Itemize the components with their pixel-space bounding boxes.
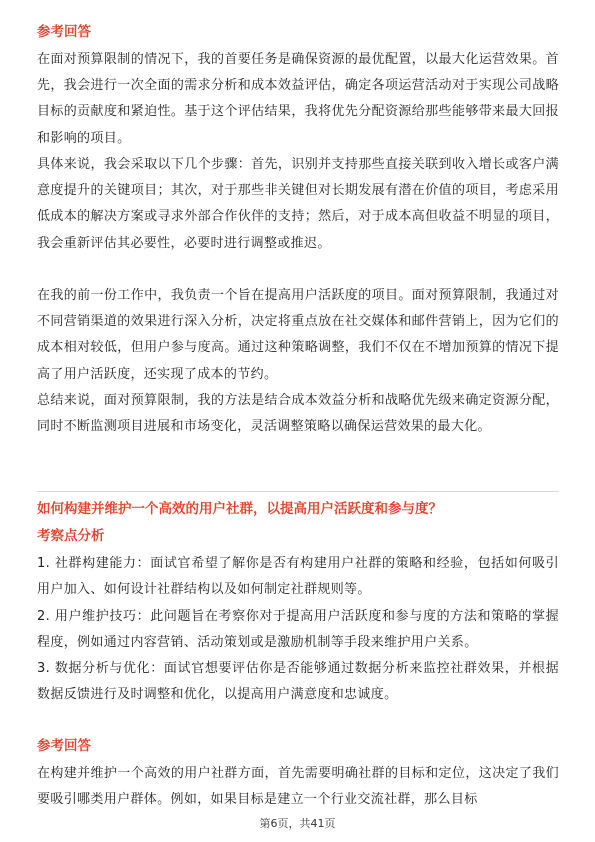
answer-paragraph: 总结来说，面对预算限制，我的方法是结合成本效益分析和战略优先级来确定资源分配，同时不断监测项目进展和市场变化，灵活调整策略以确保运营效果的最大化。 xyxy=(37,393,559,435)
analysis-item: 1. 社群构建能力：面试官希望了解你是否有构建用户社群的策略和经验，包括如何吸引用户加入、如何设计社群结构以及如何制定社群规则等。 xyxy=(37,556,559,598)
answer-paragraph: 在面对预算限制的情况下，我的首要任务是确保资源的最优配置，以最大化运营效果。首先，我会进行一次全面的需求分析和成本效益评估，确定各项运营活动对于实现公司战略目标的贡献度和紧迫性。基于这个评估结果，我将优先分配资源给那些能够带来最大回报和影响的项目。 xyxy=(37,52,559,146)
interview-question: 如何构建并维护一个高效的用户社群，以提高用户活跃度和参与度？ xyxy=(37,501,442,517)
analysis-item: 2. 用户维护技巧：此问题旨在考察你对于提高用户活跃度和参与度的方法和策略的掌握程度，例如通过内容营销、活动策划或是激励机制等手段来维护用户关系。 xyxy=(37,609,559,651)
section-heading-analysis: 考察点分析 xyxy=(37,528,105,544)
page-number: 第6页，共41页 xyxy=(259,817,336,830)
analysis-item: 3. 数据分析与优化：面试官想要评估你是否能够通过数据分析来监控社群效果，并根据数据反馈进行及时调整和优化，以提高用户满意度和忠诚度。 xyxy=(37,661,559,703)
answer-paragraph: 在构建并维护一个高效的用户社群方面，首先需要明确社群的目标和定位，这决定了我们要吸引哪类用户群体。例如，如果目标是建立一个行业交流社群，那么目标 xyxy=(37,766,559,808)
answer-paragraph: 具体来说，我会采取以下几个步骤：首先，识别并支持那些直接关联到收入增长或客户满意度提升的关键项目；其次，对于那些非关键但对长期发展有潜在价值的项目，考虑采用低成本的解决方案或寻求外部合作伙伴的支持；然后，对于成本高但收益不明显的项目，我会重新评估其必要性，必要时进行调整或推迟。 xyxy=(37,157,559,251)
answer-paragraph: 在我的前一份工作中，我负责一个旨在提高用户活跃度的项目。面对预算限制，我通过对不同营销渠道的效果进行深入分析，决定将重点放在社交媒体和邮件营销上，因为它们的成本相对较低，但用户参与度高。通过这种策略调整，我们不仅在不增加预算的情况下提高了用户活跃度，还实现了成本的节约。 xyxy=(37,288,559,382)
section-divider xyxy=(37,491,559,492)
section-heading-reference-answer: 参考回答 xyxy=(37,738,91,754)
section-heading-reference-answer: 参考回答 xyxy=(37,24,91,40)
